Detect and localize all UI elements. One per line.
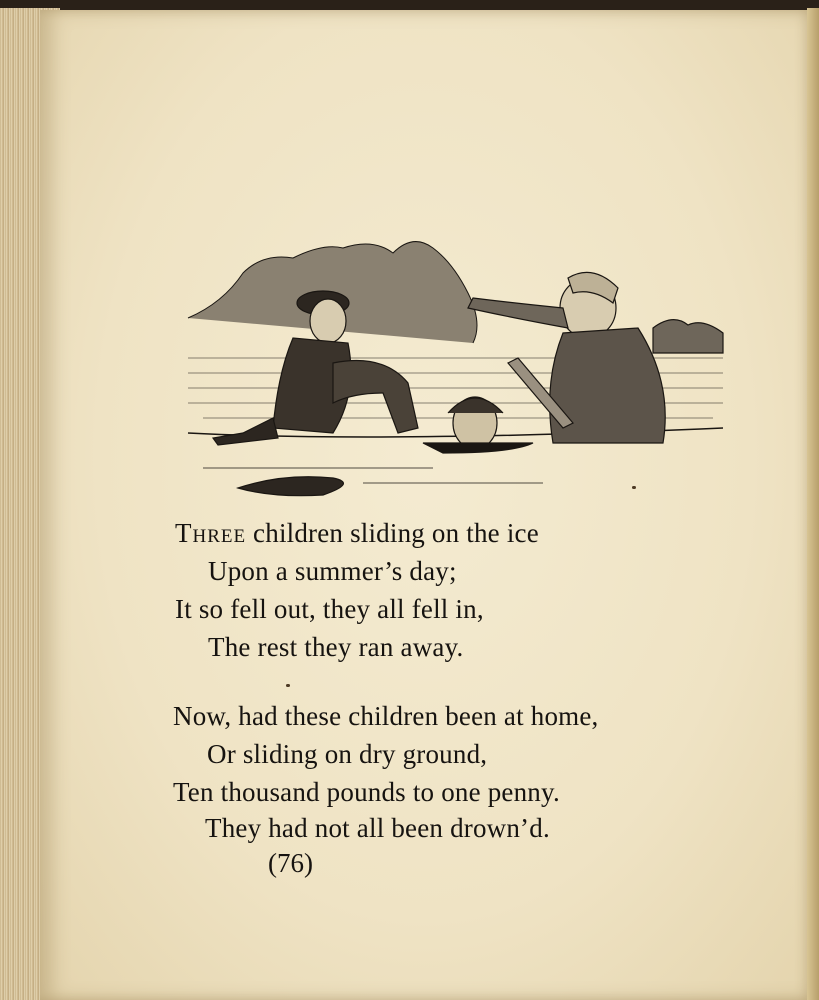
- verse-line: Or sliding on dry ground,: [207, 739, 488, 769]
- verse-line: Now, had these children been at home,: [173, 701, 599, 731]
- verse-line-text: children sliding on the ice: [246, 518, 539, 548]
- children-falling-through-ice-engraving: [183, 233, 728, 498]
- verse-line: Ten thousand pounds to one penny.: [173, 777, 560, 807]
- book-page: [40, 10, 810, 1000]
- page-right-edge: [807, 8, 819, 1000]
- paper-speck: [286, 684, 290, 687]
- verse-line: The rest they ran away.: [208, 632, 464, 662]
- verse-line: They had not all been drown’d.: [205, 813, 550, 843]
- verse-first-word: Three: [175, 518, 247, 548]
- verse-line: [175, 518, 539, 549]
- verse-line: It so fell out, they all fell in,: [175, 594, 484, 624]
- page-number: (76): [268, 848, 313, 878]
- verse-line: Upon a summer’s day;: [208, 556, 457, 586]
- paper-speck: [632, 486, 636, 489]
